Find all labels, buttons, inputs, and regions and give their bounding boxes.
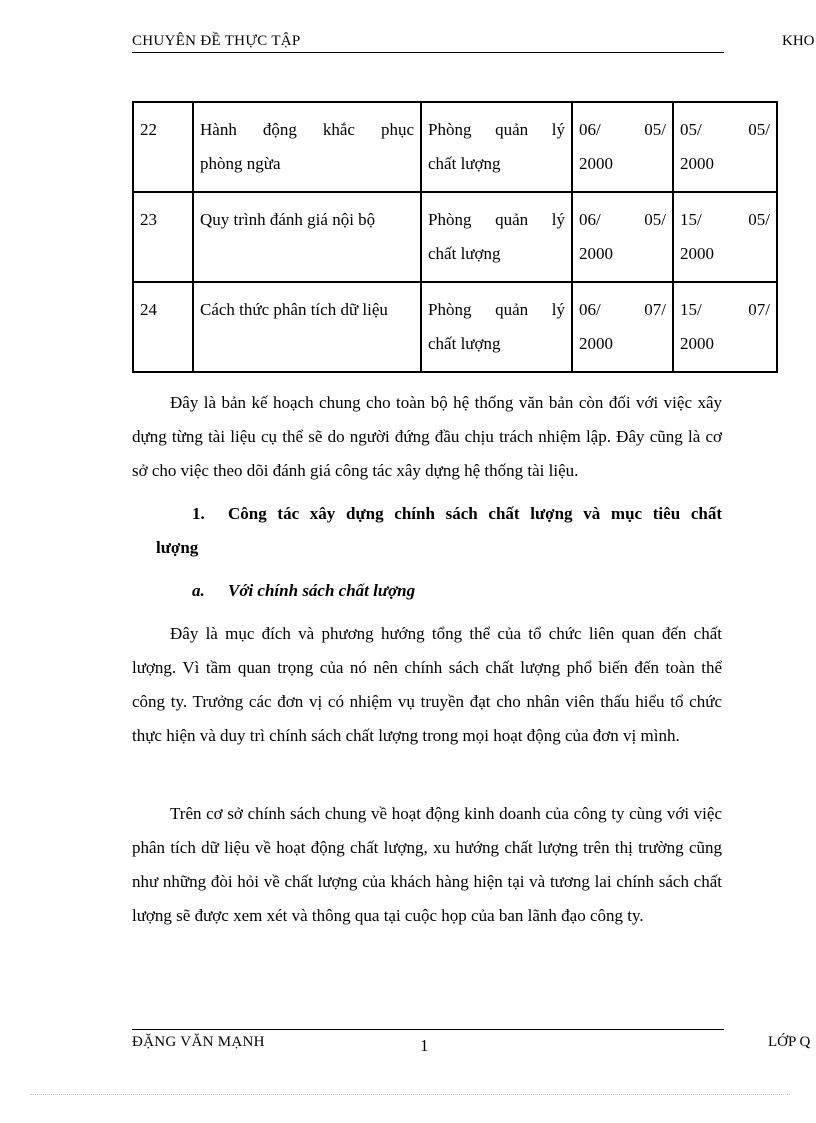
cell-document-name [193, 192, 421, 282]
cell-end-date [673, 102, 777, 192]
department-line1: Phòng quản lý [428, 120, 565, 139]
section-heading-1 [132, 497, 722, 565]
document-name-line1: Cách thức phân tích dữ liệu [200, 300, 388, 319]
start-date-day: 06/ [579, 300, 601, 319]
section-title-line2: lượng [156, 538, 199, 557]
cell-start-date [572, 192, 673, 282]
start-date-year: 2000 [579, 244, 613, 263]
section-title-line1: Công tác xây dựng chính sách chất lượng và mục tiêu chất [228, 504, 722, 523]
row-number: 24 [140, 300, 157, 319]
department-line1: Phòng quản lý [428, 210, 565, 229]
cell-no [133, 192, 193, 282]
cell-start-date [572, 102, 673, 192]
cell-end-date [673, 192, 777, 282]
start-date-year: 2000 [579, 154, 613, 173]
header-title: CHUYÊN ĐỀ THỰC TẬP [132, 33, 301, 49]
table-row [133, 192, 777, 282]
start-date-month: 05/ [644, 120, 666, 139]
document-plan-table [132, 101, 778, 373]
subsection-mark: a. [192, 581, 205, 600]
start-date-month: 07/ [644, 300, 666, 319]
start-date-month: 05/ [644, 210, 666, 229]
end-date-year: 2000 [680, 154, 714, 173]
cell-department [421, 102, 572, 192]
cell-department [421, 282, 572, 372]
paragraph-quality-policy: Đây là mục đích và phương hướng tổng thể của tổ chức liên quan đến chất lượng. Vì tầm quan trọng của nó nên chính sách chất lượng phổ biến đến toàn thể công ty. Trưởng các đơn vị có nhiệm vụ truyền đạt cho nhân viên thấu hiểu tổ chức thực hiện và duy trì chính sách chất lượng trong mọi hoạt động của đơn vị mình. [132, 624, 722, 745]
row-number: 22 [140, 120, 157, 139]
end-date-day: 15/ [680, 300, 702, 319]
header-right-text: KHO [782, 33, 815, 49]
page-bottom-dotted-line [30, 1094, 790, 1095]
end-date-month: 05/ [748, 120, 770, 139]
document-name-line1: Hành động khắc phục [200, 120, 414, 139]
cell-document-name [193, 102, 421, 192]
footer-rule [132, 1029, 724, 1030]
start-date-day: 06/ [579, 210, 601, 229]
cell-department [421, 192, 572, 282]
section-number: 1. [192, 504, 205, 523]
subsection-heading-a [192, 574, 415, 608]
department-line2: chất lượng [428, 244, 501, 263]
end-date-month: 07/ [748, 300, 770, 319]
department-line2: chất lượng [428, 334, 501, 353]
footer-author: ĐẶNG VĂN MẠNH [132, 1034, 265, 1050]
department-line1: Phòng quản lý [428, 300, 565, 319]
subsection-title: Với chính sách chất lượng [228, 581, 416, 600]
document-name-line1: Quy trình đánh giá nội bộ [200, 210, 376, 229]
cell-no [133, 282, 193, 372]
end-date-year: 2000 [680, 244, 714, 263]
end-date-month: 05/ [748, 210, 770, 229]
paragraph-plan-summary: Đây là bản kế hoạch chung cho toàn bộ hệ thống văn bản còn đối với việc xây dựng từng tài liệu cụ thể sẽ do người đứng đầu chịu trách nhiệm lập. Đây cũng là cơ sở cho việc theo dõi đánh giá công tác xây dựng hệ thống tài liệu. [132, 393, 722, 480]
row-number: 23 [140, 210, 157, 229]
cell-no [133, 102, 193, 192]
paragraph-policy-basis: Trên cơ sở chính sách chung về hoạt động kinh doanh của công ty cùng với việc phân tích dữ liệu về hoạt động chất lượng, xu hướng chất lượng trên thị trường cũng như những đòi hỏi về chất lượng của khách hàng hiện tại và tương lai chính sách chất lượng sẽ được xem xét và thông qua tại cuộc họp của ban lãnh đạo công ty. [132, 804, 722, 925]
cell-end-date [673, 282, 777, 372]
end-date-day: 05/ [680, 120, 702, 139]
document-name-line2: phòng ngừa [200, 154, 281, 173]
cell-start-date [572, 282, 673, 372]
header-rule [132, 52, 724, 53]
table-row [133, 102, 777, 192]
cell-document-name [193, 282, 421, 372]
end-date-year: 2000 [680, 334, 714, 353]
page-number: 1 [420, 1036, 429, 1055]
department-line2: chất lượng [428, 154, 501, 173]
start-date-day: 06/ [579, 120, 601, 139]
start-date-year: 2000 [579, 334, 613, 353]
table-row [133, 282, 777, 372]
footer-class: LỚP Q [768, 1034, 811, 1050]
end-date-day: 15/ [680, 210, 702, 229]
